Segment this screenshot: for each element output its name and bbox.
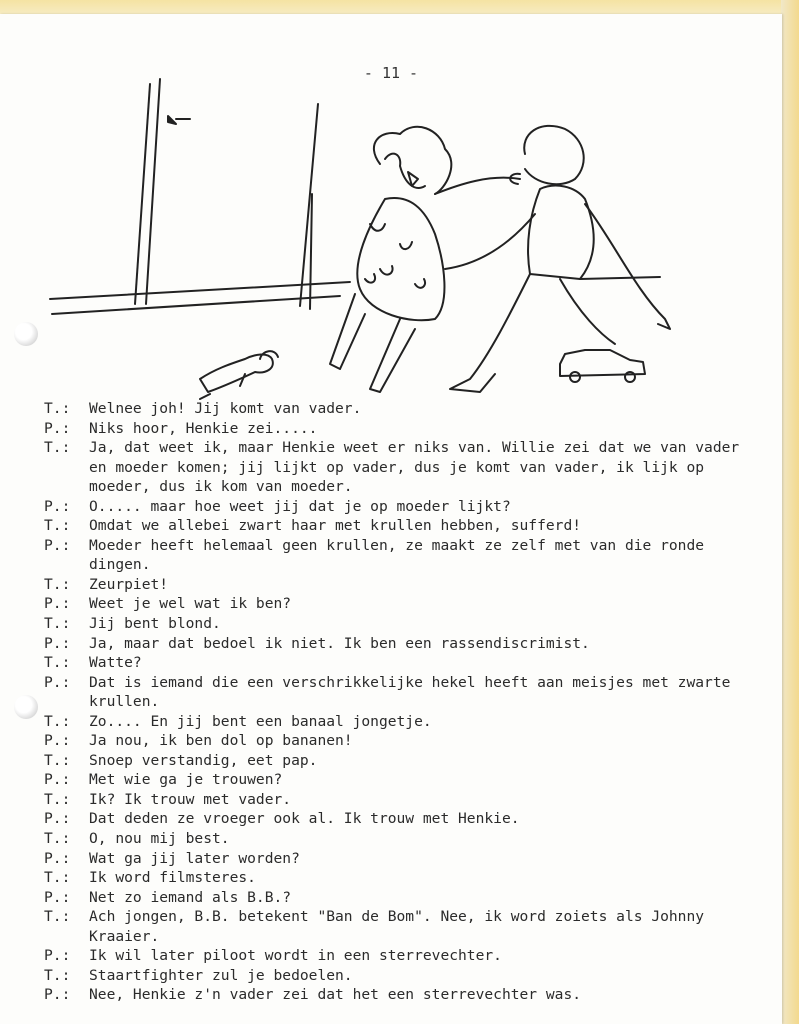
dialogue-text: Omdat we allebei zwart haar met krullen hebben, sufferd! [89,517,582,535]
speaker-label: T.: [44,517,71,535]
dialogue-text: Met wie ga je trouwen? [89,771,283,789]
speaker-label: T.: [44,439,71,457]
dialogue-line [44,575,756,595]
speaker-label: T.: [44,712,71,730]
dialogue-text: Ik? Ik trouw met vader. [89,790,292,808]
speaker-label: P.: [44,595,71,613]
speaker-label: T.: [44,575,71,593]
speaker-label: T.: [44,751,71,769]
dialogue-line [44,536,756,575]
dialogue-line [44,849,756,869]
dialogue-line [44,809,756,829]
dialogue-text: Moeder heeft helemaal geen krullen, ze maakt ze zelf met van die ronde dingen. [89,536,705,574]
dialogue-list [44,399,756,1005]
speaker-label: T.: [44,869,71,887]
dialogue-text: Welnee joh! Jij komt van vader. [89,400,362,417]
dialogue-line [44,966,756,986]
dialogue-line [44,985,756,1005]
dialogue-line [44,790,756,810]
page-edge-right [781,0,799,1024]
dialogue-text: O..... maar hoe weet jij dat je op moeder lijkt? [89,497,511,515]
dialogue-text: Ik word filmsteres. [89,869,256,887]
dialogue-line [44,516,756,536]
dialogue-text: Weet je wel wat ik ben? [89,595,292,613]
page-number: - 11 - [363,64,419,82]
cartoon-children-fighting-icon [40,74,690,404]
speaker-label: P.: [44,849,71,867]
dialogue-text: Zo.... En jij bent een banaal jongetje. [89,712,432,730]
dialogue-text: Wat ga jij later worden? [89,849,300,867]
dialogue-text: Ja nou, ik ben dol op bananen! [89,732,353,750]
speaker-label: P.: [44,986,71,1004]
speaker-label: P.: [44,634,71,652]
dialogue-text: Ik wil later piloot wordt in een sterrevechter. [89,947,502,965]
speaker-label: T.: [44,615,71,633]
speaker-label: P.: [44,497,71,515]
speaker-label: T.: [44,790,71,808]
speaker-label: P.: [44,419,71,437]
dialogue-text: Watte? [89,654,142,672]
punch-hole [14,695,38,719]
speaker-label: T.: [44,654,71,672]
dialogue-text: Dat deden ze vroeger ook al. Ik trouw met Henkie. [89,810,520,828]
dialogue-line [44,438,756,497]
dialogue-line [44,653,756,673]
dialogue-text: Niks hoor, Henkie zei..... [89,419,318,437]
speaker-label: P.: [44,673,71,691]
dialogue-text: Net zo iemand als B.B.? [89,888,292,906]
dialogue-line [44,888,756,908]
dialogue-text: Jij bent blond. [89,615,221,633]
speaker-label: P.: [44,536,71,554]
dialogue-line [44,946,756,966]
dialogue-line [44,614,756,634]
dialogue-line [44,731,756,751]
dialogue-line [44,399,756,419]
dialogue-line [44,770,756,790]
punch-hole [14,322,38,346]
dialogue-text: Ja, dat weet ik, maar Henkie weet er niks van. Willie zei dat we van vader en moeder komen; jij lijkt op vader, dus je komt van vader, ik lijk op moeder, dus ik kom van moeder. [89,439,740,496]
dialogue-line [44,751,756,771]
speaker-label: P.: [44,732,71,750]
dialogue-text: Staartfighter zul je bedoelen. [89,966,353,984]
dialogue-text: Ja, maar dat bedoel ik niet. Ik ben een rassendiscrimist. [89,634,590,652]
dialogue-text: Dat is iemand die een verschrikkelijke hekel heeft aan meisjes met zwarte krullen. [89,673,731,711]
dialogue-line [44,868,756,888]
dialogue-text: Nee, Henkie z'n vader zei dat het een sterrevechter was. [89,986,582,1004]
dialogue-text: Ach jongen, B.B. betekent "Ban de Bom". Nee, ik word zoiets als Johnny Kraaier. [89,908,705,945]
dialogue-text: Zeurpiet! [89,575,169,593]
speaker-label: T.: [44,830,71,848]
speaker-label: T.: [44,908,71,926]
document-page [0,14,782,1024]
speaker-label: P.: [44,771,71,789]
dialogue-line [44,497,756,517]
dialogue-text: O, nou mij best. [89,830,230,848]
speaker-label: T.: [44,400,71,417]
speaker-label: P.: [44,947,71,965]
dialogue-line [44,594,756,614]
speaker-label: T.: [44,966,71,984]
dialogue-line [44,634,756,654]
dialogue-line [44,829,756,849]
dialogue-line [44,712,756,732]
dialogue-line [44,419,756,439]
speaker-label: P.: [44,810,71,828]
speaker-label: P.: [44,888,71,906]
dialogue-text: Snoep verstandig, eet pap. [89,751,318,769]
dialogue-line [44,673,756,712]
dialogue-line [44,907,756,946]
